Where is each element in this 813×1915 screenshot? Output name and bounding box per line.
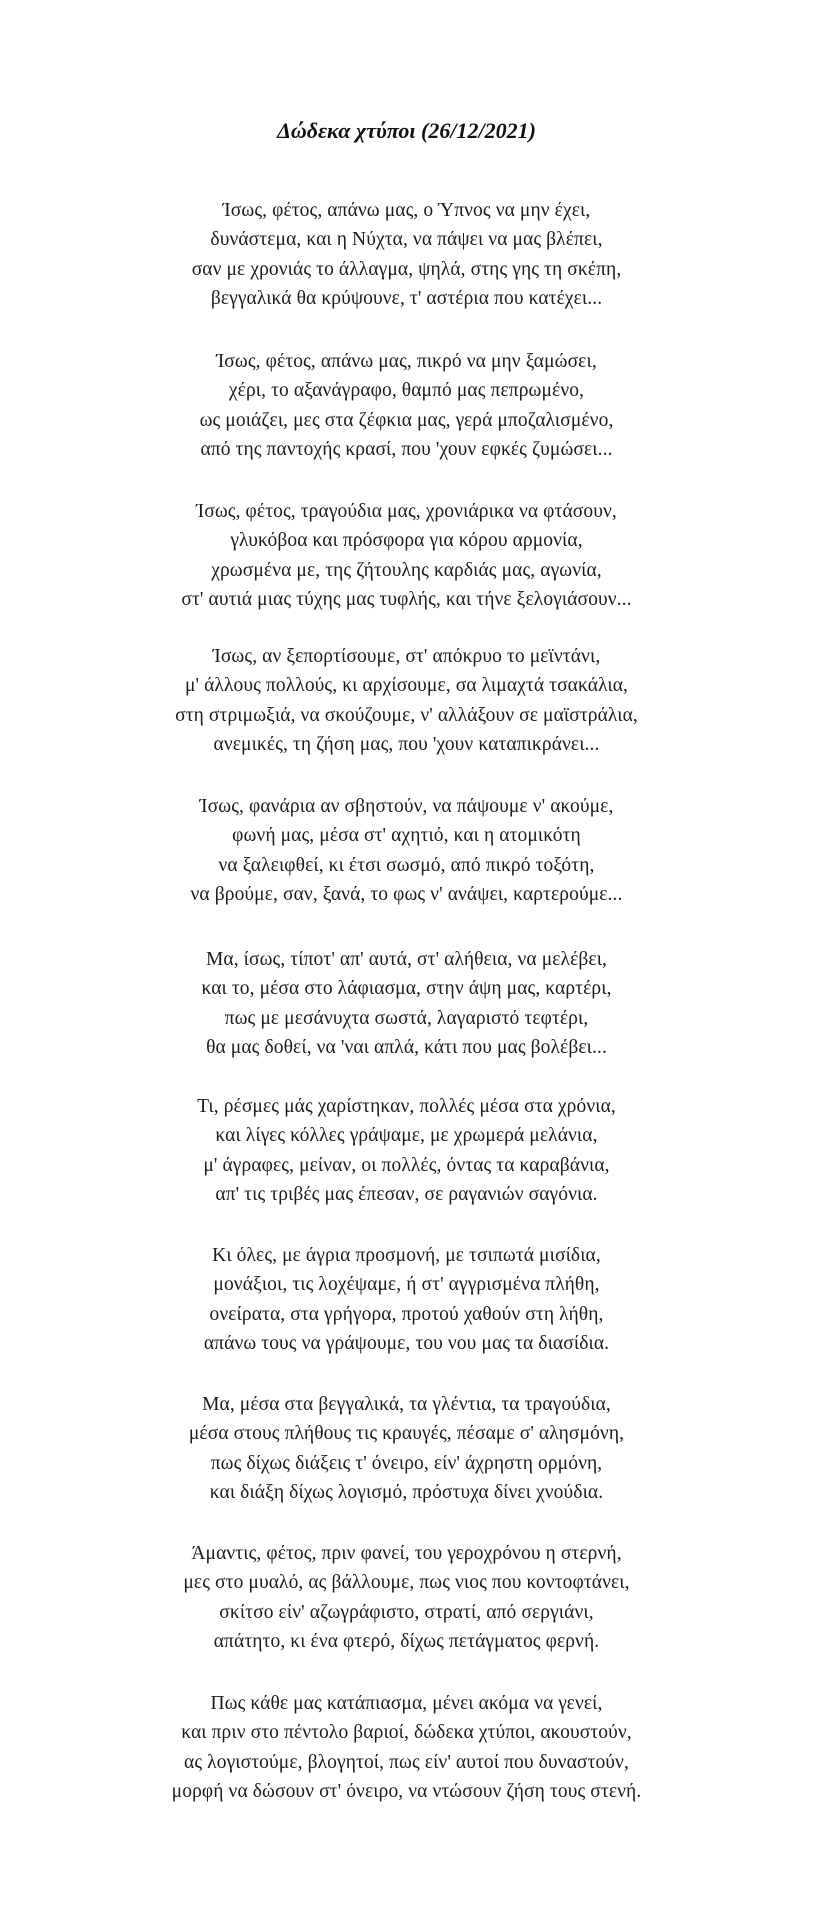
poem-line: Ίσως, φανάρια αν σβηστούν, να πάψουμε ν' ακούμε,	[199, 796, 614, 817]
poem-line: πως δίχως διάξεις τ' όνειρο, είν' άχρηστη ορμόνη,	[210, 1452, 603, 1474]
poem-line: μ' άγραφες, μείναν, οι πολλές, όντας τα καραβάνια,	[203, 1154, 610, 1176]
poem-line: Ίσως, φέτος, απάνω μας, ο Ύπνος να μην έχει,	[222, 200, 591, 221]
poem-line: και το, μέσα στο λάφιασμα, στην άψη μας, καρτέρι,	[201, 978, 612, 1000]
stanza	[0, 1539, 813, 1656]
poem-line: και διάξη δίχως λογισμό, πρόστυχα δίνει χνούδια.	[209, 1481, 604, 1503]
poem-line: μονάξιοι, τις λοχέψαμε, ή στ' αγγρισμένα πλήθη,	[213, 1274, 600, 1296]
poem-line: μορφή να δώσουν στ' όνειρο, να ντώσουν ζήση τους στενή.	[171, 1780, 642, 1802]
poem-line: φωνή μας, μέσα στ' αχητιό, και η ατομικότη	[232, 825, 581, 847]
poem-line: να βρούμε, σαν, ξανά, το φως ν' ανάψει, καρτερούμε...	[190, 883, 623, 905]
poem-line: ας λογιστούμε, βλογητοί, πως είν' αυτοί που δυναστούν,	[184, 1751, 629, 1773]
poem-line: Άμαντις, φέτος, πριν φανεί, του γεροχρόνου η στερνή,	[191, 1543, 622, 1564]
poem-line: Ίσως, αν ξεπορτίσουμε, στ' απόκρυο το μεϊντάνι,	[212, 646, 601, 667]
poem-line: και λίγες κόλλες γράψαμε, με χρωμερά μελάνια,	[215, 1125, 598, 1147]
poem-title: Δώδεκα χτύποι (26/12/2021)	[277, 118, 536, 143]
stanza	[0, 497, 813, 614]
poem-line: από της παντοχής κρασί, που 'χουν εφκές ζυμώσει...	[200, 438, 613, 460]
poem-line: σκίτσο είν' αζωγράφιστο, στρατί, από σεργιάνι,	[219, 1601, 594, 1623]
poem-line: Ίσως, φέτος, τραγούδια μας, χρονιάρικα να φτάσουν,	[196, 501, 617, 522]
poem-line: γλυκόβοα και πρόσφορα για κόρου αρμονία,	[230, 530, 583, 552]
poem-line: απάτητο, κι ένα φτερό, δίχως πετάγματος φερνή.	[213, 1630, 600, 1652]
stanza	[0, 1390, 813, 1507]
poem-line: να ξαλειφθεί, κι έτσι σωσμό, από πικρό τοξότη,	[218, 854, 595, 876]
poem-line: Πως κάθε μας κατάπιασμα, μένει ακόμα να γενεί,	[210, 1693, 603, 1714]
stanza	[0, 792, 813, 909]
poem-line: ονείρατα, στα γρήγορα, προτού χαθούν στη λήθη,	[209, 1303, 604, 1325]
poem-line: δυνάστεμα, και η Νύχτα, να πάψει να μας βλέπει,	[210, 229, 603, 251]
poem-line: θα μας δοθεί, να 'ναι απλά, κάτι που μας βολέβει...	[206, 1036, 607, 1058]
poem-line: και πριν στο πέντολο βαριοί, δώδεκα χτύποι, ακουστούν,	[181, 1722, 632, 1744]
poem-line: Μα, ίσως, τίποτ' απ' αυτά, στ' αλήθεια, να μελέβει,	[205, 949, 608, 970]
stanza	[0, 1689, 813, 1806]
poem-line: πως με μεσάνυχτα σωστά, λαγαριστό τεφτέρι,	[224, 1007, 589, 1029]
poem-line: Μα, μέσα στα βεγγαλικά, τα γλέντια, τα τραγούδια,	[202, 1394, 611, 1415]
stanza	[0, 642, 813, 759]
stanza	[0, 1241, 813, 1358]
stanza	[0, 945, 813, 1062]
poem-line: χέρι, το αξανάγραφο, θαμπό μας πεπρωμένο,	[228, 380, 585, 402]
poem-line: μέσα στους πλήθους τις κραυγές, πέσαμε σ' αλησμόνη,	[188, 1423, 625, 1445]
stanza	[0, 347, 813, 464]
poem-line: μ' άλλους πολλούς, κι αρχίσουμε, σα λιμαχτά τσακάλια,	[184, 675, 629, 697]
poem-line: στ' αυτιά μιας τύχης μας τυφλής, και τήνε ξελογιάσουν...	[181, 588, 632, 610]
poem-line: Ίσως, φέτος, απάνω μας, πικρό να μην ξαμώσει,	[216, 351, 597, 372]
poem-line: μες στο μυαλό, ας βάλλουμε, πως νιος που κοντοφτάνει,	[183, 1572, 630, 1594]
poem-line: στη στριμωξιά, να σκούζουμε, ν' αλλάξουν σε μαϊστράλια,	[175, 704, 638, 726]
stanza	[0, 196, 813, 313]
poem-line: ανεμικές, τη ζήση μας, που 'χουν καταπικράνει...	[213, 733, 600, 755]
poem-line: Κι όλες, με άγρια προσμονή, με τσιπωτά μισίδια,	[212, 1245, 601, 1266]
poem-line: ως μοιάζει, μες στα ζέφκια μας, γερά μποζαλισμένο,	[199, 409, 614, 431]
poem-line: βεγγαλικά θα κρύψουνε, τ' αστέρια που κατέχει...	[210, 287, 603, 309]
poem-line: χρωσμένα με, της ζήτουλης καρδιάς μας, αγωνία,	[211, 559, 602, 581]
stanza	[0, 1092, 813, 1209]
poem-line: απάνω τους να γράψουμε, του νου μας τα διασίδια.	[203, 1332, 610, 1354]
poem-line: απ' τις τριβές μας έπεσαν, σε ραγανιών σαγόνια.	[215, 1183, 598, 1205]
poem-line: Τι, ρέσμες μάς χαρίστηκαν, πολλές μέσα στα χρόνια,	[197, 1096, 616, 1117]
poem-line: σαν με χρονιάς το άλλαγμα, ψηλά, στης γης τη σκέπη,	[191, 258, 622, 280]
